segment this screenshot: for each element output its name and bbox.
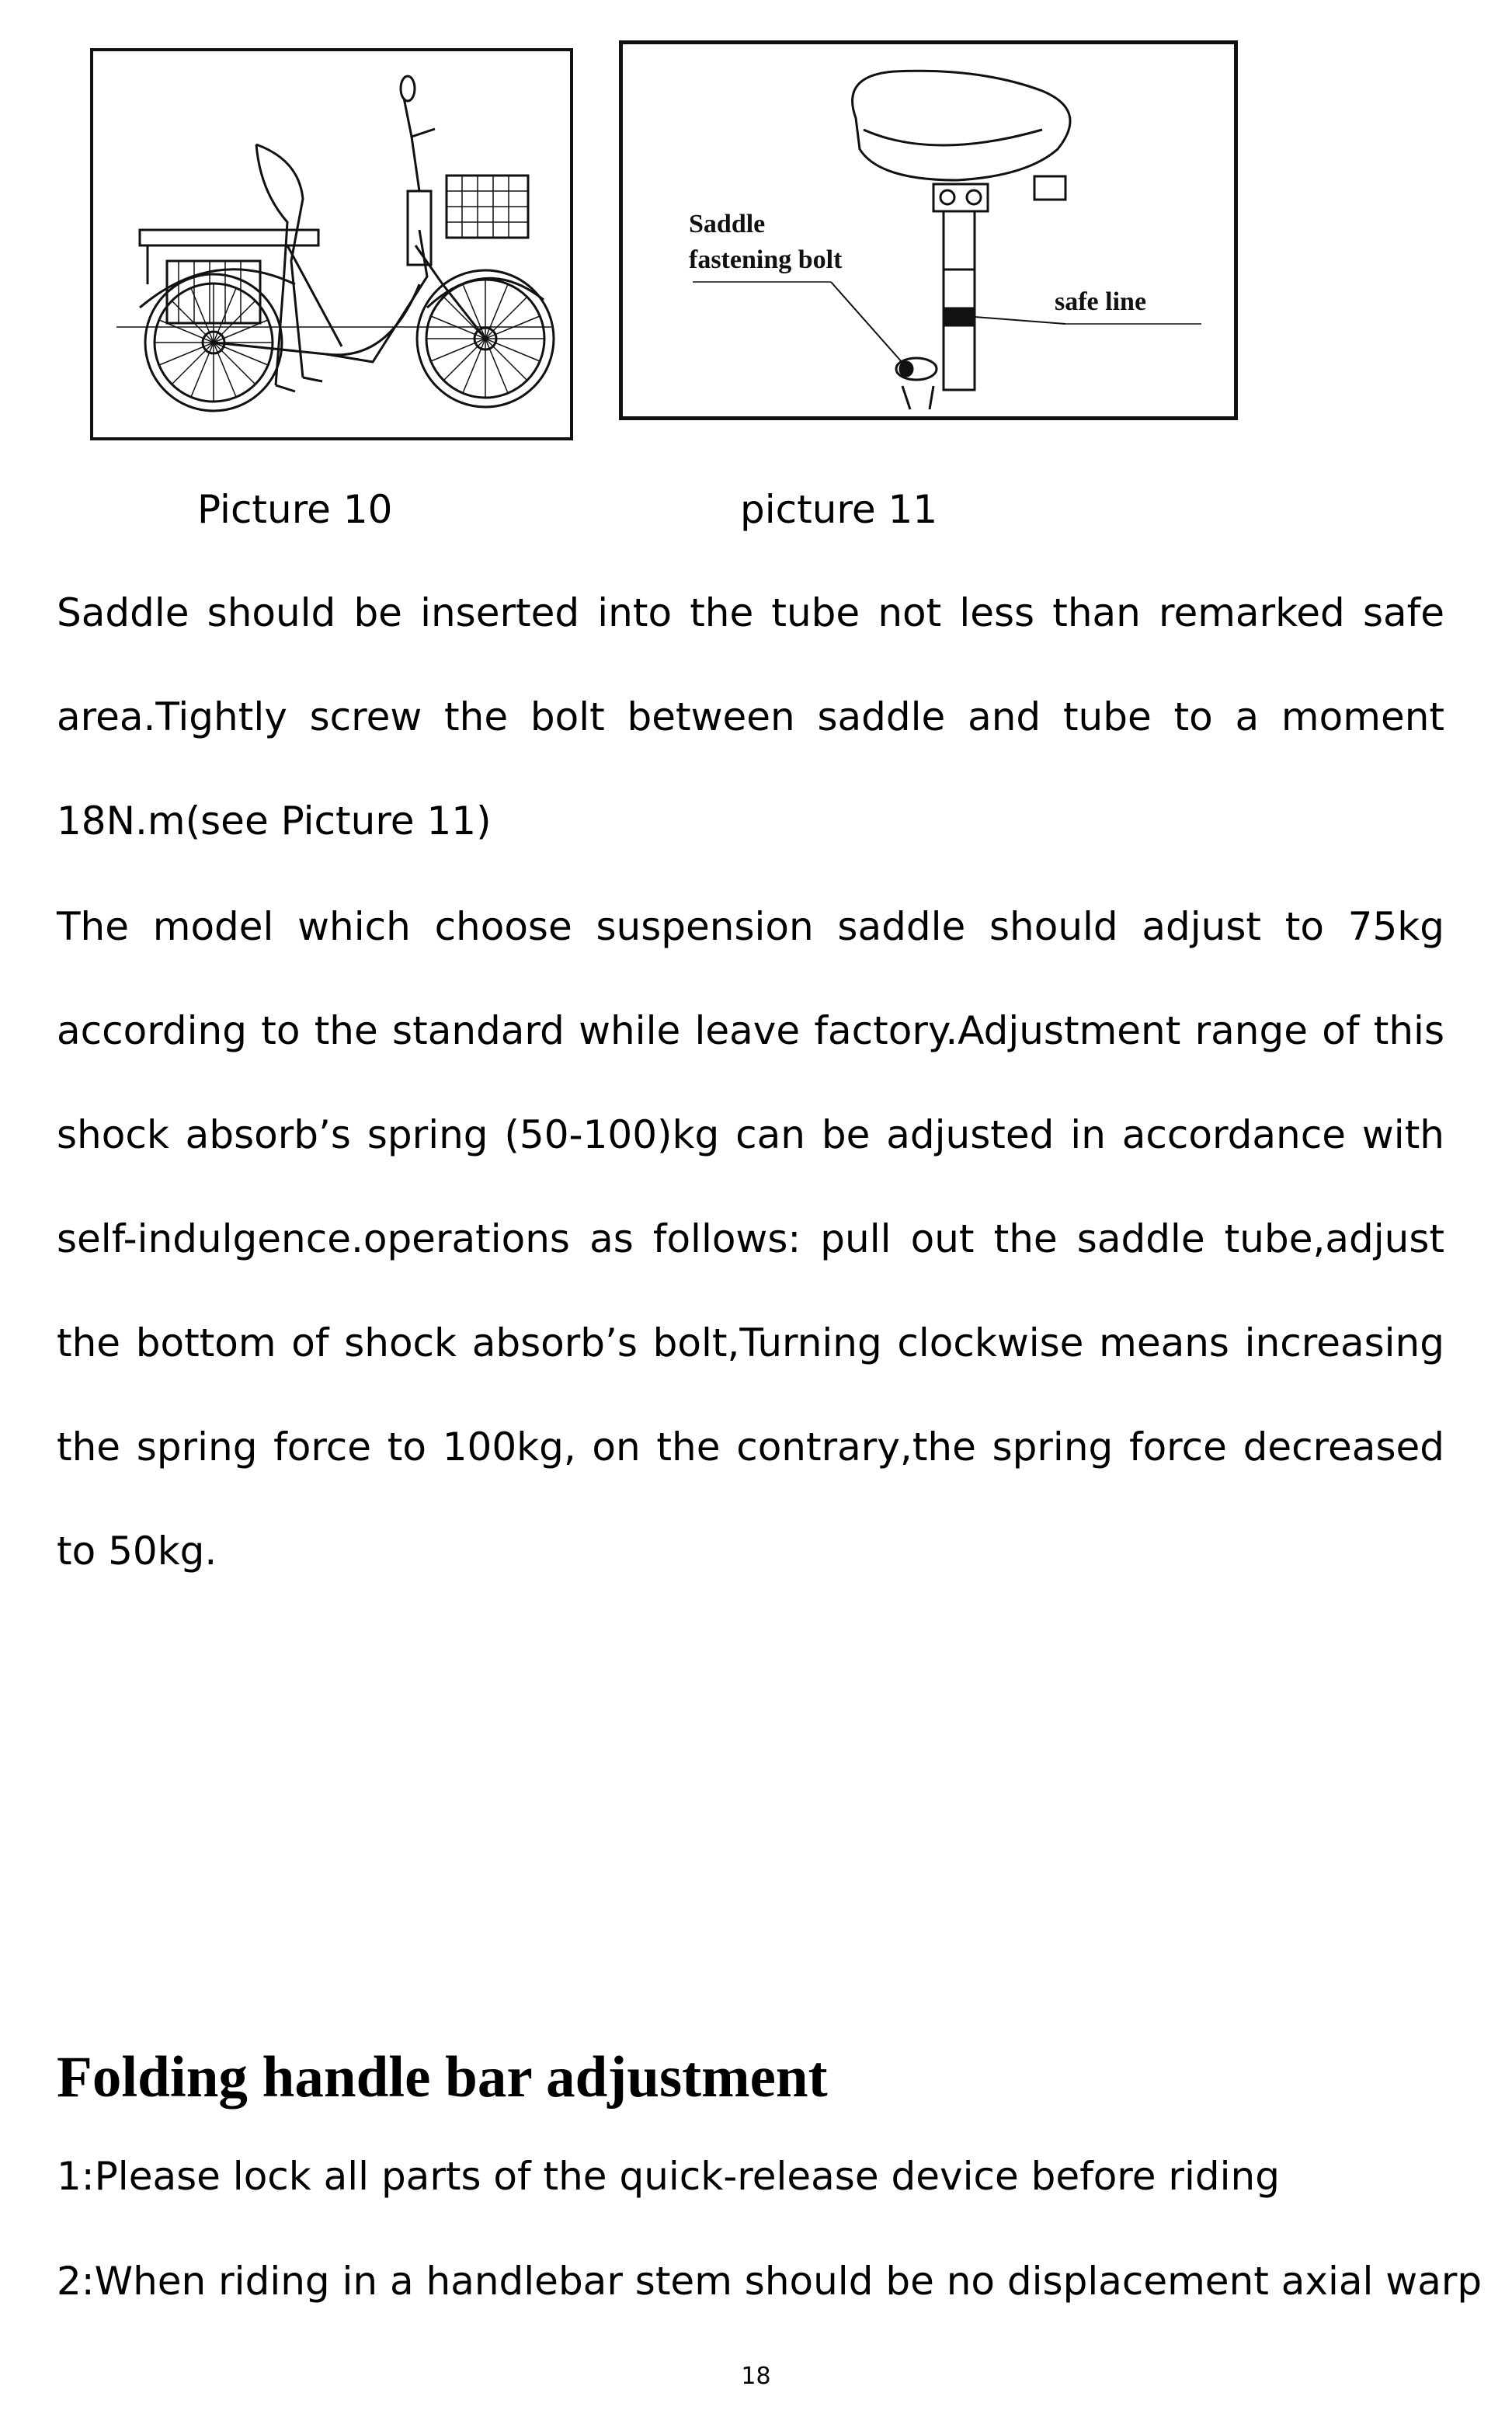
saddle-bolt-label-line1: Saddle: [689, 210, 766, 238]
saddle-insertion-paragraph: Saddle should be inserted into the tube not less than remarked safe area.Tightly screw the bolt between saddle and tube to a moment 18N.m(see Picture 11): [57, 590, 1444, 844]
saddle-bolt-label-line2: fastening bolt: [689, 245, 843, 274]
saddle-icon: [853, 71, 1070, 180]
saddle-post-illustration: [623, 44, 1234, 416]
picture-10-frame: [90, 48, 573, 440]
picture-11-frame: [619, 40, 1238, 420]
seat-post: [944, 211, 975, 390]
picture-11-caption: picture 11: [740, 487, 938, 532]
suspension-saddle-paragraph: The model which choose suspension saddle should adjust to 75kg according to the standard while leave factory.Adjustment range of this shock absorb’s spring (50-100)kg can be adjusted in accordance with self-indulgence.operations as follows: pull out the saddle tube,adjust the bottom of shock absorb’s bolt,Turning clockwise means increasing the spring force to 100kg, on the contrary,the spring force decreased to 50kg.: [57, 904, 1444, 1574]
page-number: 18: [741, 2363, 771, 2390]
instruction-item: 1:Please lock all parts of the quick-release device before riding: [57, 2154, 1280, 2199]
safe-line-label: safe line: [1055, 287, 1147, 316]
picture-10-caption: Picture 10: [197, 487, 393, 532]
instruction-item: 2:When riding in a handlebar stem should be no displacement axial warp: [57, 2259, 1482, 2304]
ebike-illustration: [93, 51, 570, 437]
section-heading: Folding handle bar adjustment: [57, 2045, 828, 2110]
safe-line-marker: [944, 308, 975, 325]
